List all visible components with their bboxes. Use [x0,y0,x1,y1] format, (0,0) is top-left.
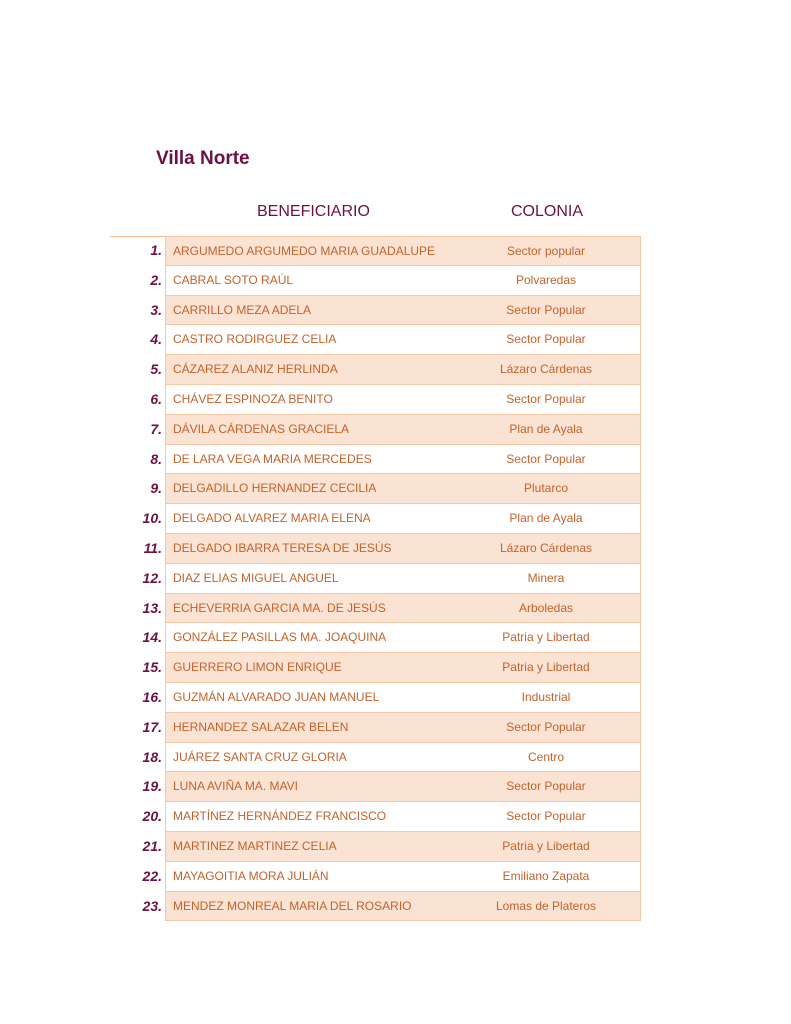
row-number: 16. [142,688,162,705]
beneficiary-name: MARTINEZ MARTINEZ CELIA [173,838,337,853]
beneficiary-name: CABRAL SOTO RAÚL [173,272,294,287]
row-cell [165,892,641,922]
row-number: 5. [150,361,162,378]
beneficiary-name: GONZÁLEZ PASILLAS MA. JOAQUINA [173,630,387,645]
beneficiary-name: DÁVILA CÁRDENAS GRACIELA [173,421,350,436]
row-cell [165,564,641,594]
colonia-name: Emiliano Zapata [502,868,590,883]
row-cell [165,385,641,415]
row-cell [165,832,641,862]
beneficiary-name: CÁZAREZ ALANIZ HERLINDA [173,362,338,377]
table-row [110,683,641,713]
row-number: 14. [142,629,162,646]
colonia-name: Plan de Ayala [509,421,583,436]
row-cell [165,623,641,653]
beneficiary-name: ECHEVERRIA GARCIA MA. DE JESÚS [173,600,386,615]
row-cell [165,325,641,355]
row-cell [165,445,641,475]
colonia-name: Sector Popular [506,719,586,734]
row-number: 1. [150,242,162,258]
colonia-name: Industrial [521,689,571,704]
row-number: 13. [142,599,162,616]
table-row [110,623,641,653]
table-row [110,445,641,475]
row-number: 6. [150,390,162,407]
row-cell [165,743,641,773]
row-cell [165,683,641,713]
row-number: 19. [142,778,162,795]
row-number: 17. [142,718,162,735]
table-row [110,504,641,534]
column-header-beneficiario: BENEFICIARIO [257,203,370,220]
table-row [110,385,641,415]
row-number: 9. [150,480,162,497]
table-row [110,266,641,296]
beneficiary-name: GUERRERO LIMON ENRIQUE [173,660,342,675]
colonia-name: Sector Popular [506,809,586,824]
row-number: 3. [150,301,162,318]
table-row [110,594,641,624]
table-row [110,355,641,385]
row-number: 11. [143,539,162,556]
row-number: 18. [142,748,162,765]
table-row [110,236,641,266]
beneficiary-name: ARGUMEDO ARGUMEDO MARIA GUADALUPE [173,244,436,258]
colonia-name: Lázaro Cárdenas [499,540,593,555]
row-number: 12. [142,569,162,586]
row-number: 7. [150,420,162,437]
row-cell [165,862,641,892]
beneficiary-name: DELGADO IBARRA TERESA DE JESÚS [173,540,392,555]
row-cell [165,534,641,564]
table-row [110,564,641,594]
colonia-name: Lomas de Plateros [495,898,597,913]
row-cell [165,266,641,296]
beneficiary-name: LUNA AVIÑA MA. MAVI [173,779,298,794]
table-row [110,772,641,802]
row-cell [165,474,641,504]
table-row [110,653,641,683]
row-cell [165,296,641,326]
beneficiary-name: CASTRO RODIRGUEZ CELIA [173,332,337,347]
row-cell [165,236,641,266]
row-number: 20. [142,808,162,825]
table-row [110,415,641,445]
beneficiary-name: DE LARA VEGA MARIA MERCEDES [173,451,372,466]
row-number: 2. [150,271,162,288]
table-row [110,743,641,773]
row-cell [165,772,641,802]
beneficiary-name: JUÁREZ SANTA CRUZ GLORIA [173,749,347,764]
colonia-name: Sector Popular [506,391,586,406]
colonia-name: Patria y Libertad [502,630,590,645]
beneficiary-table [110,236,641,921]
colonia-name: Sector Popular [506,451,586,466]
beneficiary-name: MAYAGOITIA MORA JULIÁN [173,868,329,883]
table-row [110,713,641,743]
page-title: Villa Norte [156,148,250,169]
row-number: 22. [142,867,162,884]
colonia-name: Plan de Ayala [509,511,583,526]
table-row [110,296,641,326]
colonia-name: Sector Popular [506,332,586,347]
row-cell [165,713,641,743]
table-row [110,862,641,892]
table-row [110,892,641,922]
row-cell [165,653,641,683]
beneficiary-name: MARTÍNEZ HERNÁNDEZ FRANCISCO [173,809,387,824]
row-number: 10. [142,510,162,527]
table-row [110,534,641,564]
table-row [110,802,641,832]
colonia-name: Patria y Libertad [502,838,590,853]
colonia-name: Lázaro Cárdenas [499,362,593,377]
row-number: 8. [150,450,162,467]
table-row [110,474,641,504]
table-row [110,832,641,862]
row-number: 23. [142,897,162,914]
beneficiary-name: HERNANDEZ SALAZAR BELEN [173,719,349,734]
colonia-name: Minera [527,570,565,585]
beneficiary-name: GUZMÁN ALVARADO JUAN MANUEL [173,689,380,704]
beneficiary-name: DELGADILLO HERNANDEZ CECILIA [173,481,377,496]
colonia-name: Patria y Libertad [502,660,590,675]
row-cell [165,802,641,832]
beneficiary-name: CARRILLO MEZA ADELA [173,302,312,317]
row-cell [165,355,641,385]
colonia-name: Plutarco [523,481,569,496]
row-cell [165,594,641,624]
beneficiary-name: MENDEZ MONREAL MARIA DEL ROSARIO [173,898,412,913]
table-row [110,325,641,355]
row-number: 15. [142,659,162,676]
column-header-colonia: COLONIA [511,203,584,220]
beneficiary-name: DIAZ ELIAS MIGUEL ANGUEL [173,570,339,585]
colonia-name: Sector Popular [506,302,586,317]
colonia-name: Sector Popular [506,779,586,794]
colonia-name: Centro [527,749,565,764]
beneficiary-name: DELGADO ALVAREZ MARIA ELENA [173,511,371,526]
colonia-name: Polvaredas [515,272,577,287]
row-number: 4. [150,331,162,348]
row-number: 21. [142,837,162,854]
beneficiary-name: CHÁVEZ ESPINOZA BENITO [173,391,333,406]
row-cell [165,504,641,534]
colonia-name: Sector popular [506,244,586,258]
row-cell [165,415,641,445]
colonia-name: Arboledas [518,600,574,615]
